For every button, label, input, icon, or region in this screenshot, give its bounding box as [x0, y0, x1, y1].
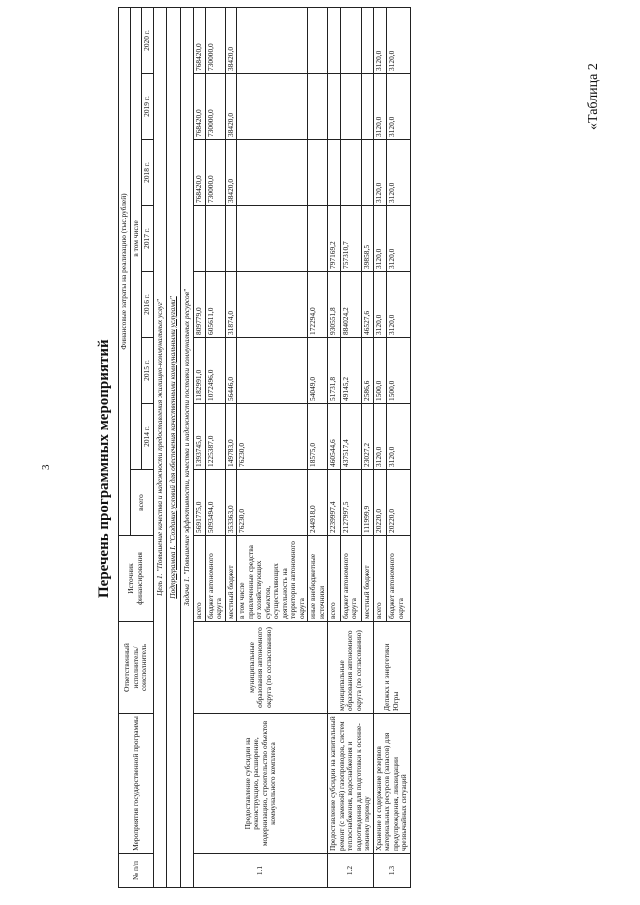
year-cell: 49145,2: [340, 338, 361, 404]
table-row: [373, 7, 387, 887]
year-cell: [237, 272, 308, 338]
header-year: 2019 г.: [142, 74, 154, 140]
year-cell: 3120,0: [387, 272, 411, 338]
table-label: «Таблица 2: [586, 63, 601, 130]
responsible-cell: муниципальные образования автономного округа (по согласованию): [194, 622, 328, 714]
year-cell: 3120,0: [387, 74, 411, 140]
header-year: 2018 г.: [142, 140, 154, 206]
goal-band: Цель 1. "Повышение качества и надежности предоставления жилищно-коммунальных услуг": [153, 7, 167, 887]
year-cell: 3120,0: [373, 74, 387, 140]
activity-cell: Предоставление субсидии на капитальный ремонт (с заменой) газопроводов, систем теплоснабжения, водоснабжения и водоотведения для подготовки к осенне-зимнему периоду: [328, 714, 374, 854]
document-title: Перечень программных мероприятий: [96, 339, 112, 598]
year-cell: [237, 338, 308, 404]
year-cell: [308, 206, 328, 272]
year-cell: 3120,0: [387, 206, 411, 272]
year-cell: 1393745,0: [194, 404, 206, 470]
total-cell: 5093494,0: [205, 470, 225, 536]
table-row: [328, 7, 340, 887]
total-cell: 76230,0: [237, 470, 308, 536]
header-year: 2020 г.: [142, 7, 154, 73]
header-year: 2017 г.: [142, 206, 154, 272]
header-year: 2015 г.: [142, 338, 154, 404]
year-cell: 1500,0: [387, 338, 411, 404]
year-cell: [328, 7, 340, 73]
header-total: всего: [130, 470, 153, 536]
total-cell: 5691775,0: [194, 470, 206, 536]
total-cell: 2239997,4: [328, 470, 340, 536]
source-cell: бюджет автономного округа: [205, 536, 225, 622]
total-cell: 2127997,5: [340, 470, 361, 536]
year-cell: 3120,0: [387, 7, 411, 73]
year-cell: 1500,0: [373, 338, 387, 404]
responsible-cell: Депжкх и энергетики Югры: [373, 622, 410, 714]
source-cell: всего: [373, 536, 387, 622]
total-cell: 20220,0: [373, 470, 387, 536]
year-cell: 51731,8: [328, 338, 340, 404]
year-cell: 38420,0: [225, 74, 237, 140]
year-cell: 172294,0: [308, 272, 328, 338]
subprogram-band: Подпрограмма I. "Создание условий для обеспечения качественными коммунальными услугами": [167, 7, 181, 887]
year-cell: 56446,0: [225, 338, 237, 404]
row-number: 1.2: [328, 854, 374, 888]
year-cell: 23027,2: [361, 404, 373, 470]
year-cell: 38420,0: [225, 140, 237, 206]
year-cell: [340, 140, 361, 206]
year-cell: 460544,6: [328, 404, 340, 470]
header-activity: Мероприятия государственной программы: [119, 714, 154, 854]
source-cell: иные внебюджетные источники: [308, 536, 328, 622]
year-cell: [237, 74, 308, 140]
year-cell: 3120,0: [373, 272, 387, 338]
activities-table: [118, 7, 411, 888]
year-cell: [205, 206, 225, 272]
task-band: Задача 1. "Повышение эффективности, качества и надежности поставки коммунальных ресурсов": [180, 7, 194, 887]
year-cell: 730000,0: [205, 74, 225, 140]
source-cell: местный бюджет: [225, 536, 237, 622]
year-cell: 3120,0: [373, 206, 387, 272]
year-cell: [237, 7, 308, 73]
total-cell: 111999,9: [361, 470, 373, 536]
header-num: № п/п: [119, 854, 154, 888]
year-cell: 930551,8: [328, 272, 340, 338]
year-cell: [308, 7, 328, 73]
header-year: 2014 г.: [142, 404, 154, 470]
activity-cell: Хранение и содержание резервов материальных ресурсов (запасов) для предупреждения, ликвидации чрезвычайных ситуаций: [373, 714, 410, 854]
activities-table-sheet: [118, 8, 640, 888]
header-including: в том числе: [130, 7, 142, 469]
year-cell: 3120,0: [373, 7, 387, 73]
total-cell: 20220,0: [387, 470, 411, 536]
year-cell: 3120,0: [373, 140, 387, 206]
year-cell: 76230,0: [237, 404, 308, 470]
year-cell: 437517,4: [340, 404, 361, 470]
source-cell: местный бюджет: [361, 536, 373, 622]
page-number: 3: [40, 464, 52, 470]
source-cell: бюджет автономного округа: [340, 536, 361, 622]
year-cell: [361, 140, 373, 206]
header-source: Источник финансирования: [119, 536, 154, 622]
table-row: [194, 7, 206, 887]
year-cell: 768420,0: [194, 140, 206, 206]
year-cell: [328, 74, 340, 140]
source-cell: в том числе привлеченные средства от хозяйствующих субъектов, осуществляющих деятельность на территории автономного округа: [237, 536, 308, 622]
year-cell: 605611,0: [205, 272, 225, 338]
year-cell: 3120,0: [373, 404, 387, 470]
year-cell: [340, 74, 361, 140]
year-cell: [237, 206, 308, 272]
activity-cell: Предоставление субсидии на реконструкцию, расширение, модернизацию, строительство объектов коммунального комплекса: [194, 714, 328, 854]
source-cell: бюджет автономного округа: [387, 536, 411, 622]
year-cell: [237, 140, 308, 206]
year-cell: 757310,7: [340, 206, 361, 272]
header-year: 2016 г.: [142, 272, 154, 338]
year-cell: 768420,0: [194, 7, 206, 73]
year-cell: 1072496,0: [205, 338, 225, 404]
year-cell: [361, 7, 373, 73]
responsible-cell: муниципальные образования автономного округа (по согласованию): [328, 622, 374, 714]
year-cell: [308, 140, 328, 206]
year-cell: 2586,6: [361, 338, 373, 404]
year-cell: 768420,0: [194, 74, 206, 140]
row-number: 1.1: [194, 854, 328, 888]
row-number: 1.3: [373, 854, 410, 888]
year-cell: 3120,0: [387, 404, 411, 470]
year-cell: [328, 140, 340, 206]
source-cell: всего: [328, 536, 340, 622]
total-cell: 353363,0: [225, 470, 237, 536]
year-cell: [361, 74, 373, 140]
header-costs: Финансовые затраты на реализацию (тыс.рублей): [119, 7, 131, 535]
year-cell: 46527,6: [361, 272, 373, 338]
year-cell: [225, 206, 237, 272]
source-cell: всего: [194, 536, 206, 622]
total-cell: 244918,0: [308, 470, 328, 536]
year-cell: 54049,0: [308, 338, 328, 404]
year-cell: 18575,0: [308, 404, 328, 470]
year-cell: 1182991,0: [194, 338, 206, 404]
year-cell: 797169,2: [328, 206, 340, 272]
year-cell: 3120,0: [387, 140, 411, 206]
year-cell: 884024,2: [340, 272, 361, 338]
year-cell: 730000,0: [205, 140, 225, 206]
year-cell: [194, 206, 206, 272]
year-cell: [340, 7, 361, 73]
year-cell: 149783,0: [225, 404, 237, 470]
year-cell: 809779,0: [194, 272, 206, 338]
year-cell: 31874,0: [225, 272, 237, 338]
year-cell: [308, 74, 328, 140]
year-cell: 730000,0: [205, 7, 225, 73]
year-cell: 39858,5: [361, 206, 373, 272]
year-cell: 1225387,0: [205, 404, 225, 470]
year-cell: 38420,0: [225, 7, 237, 73]
header-responsible: Ответственный исполнитель/ соисполнитель: [119, 622, 154, 714]
